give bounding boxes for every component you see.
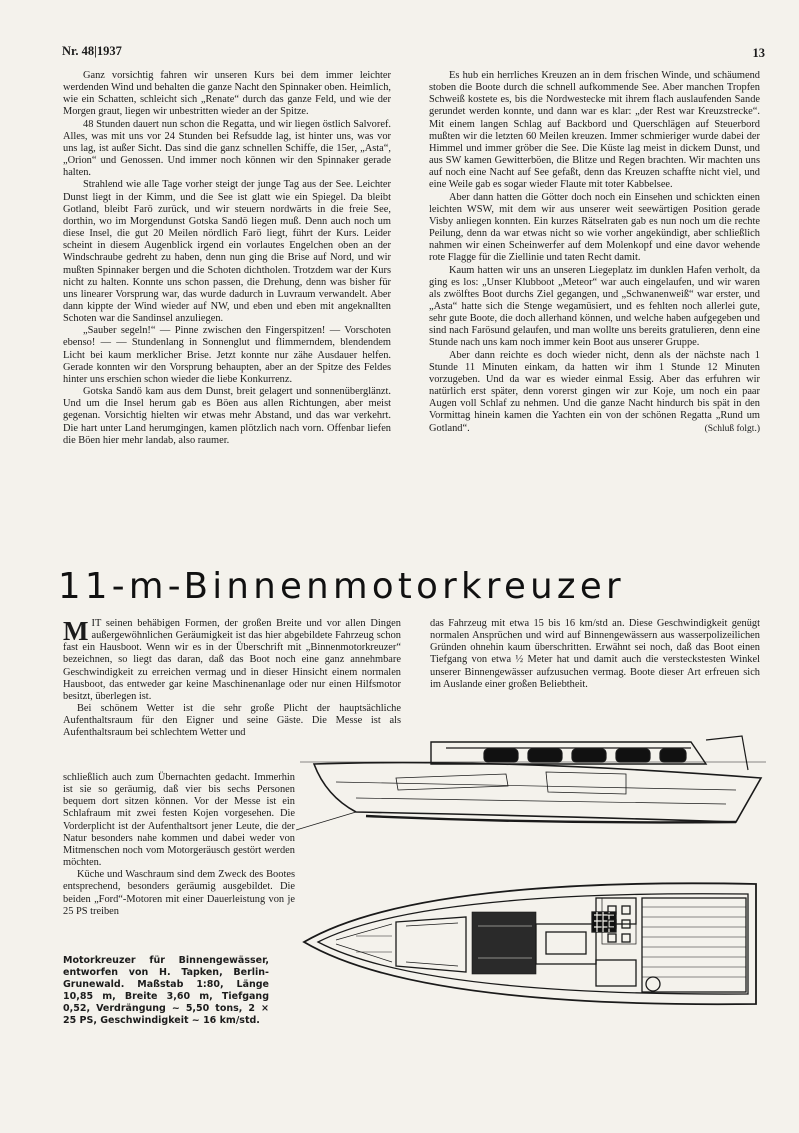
article-title: 11-m-Binnenmotorkreuzer — [58, 566, 625, 607]
paragraph: 48 Stunden dauert nun schon die Regatta, und wir liegen östlich Salvoref. Alles, was mit uns vor 24 Stunden bei Refsudde lag, ist hinter uns, was vor uns lag, ist außer Sicht. Das sind die ganz schnellen Schiffe, die 15er, „Asta“, „Orion“ und Genossen. Und immer noch können wir den Spinnaker gerade halten. — [63, 118, 391, 179]
page-number: 13 — [752, 46, 765, 60]
intro-text: IT seinen behäbigen Formen, der großen Breite und vor allen Dingen außergewöhnlichen Geräumigkeit ist das hier abgebildete Fahrzeug schon fast ein Hausboot. Wenn wir es in der Überschrift mit „Binnenmotorkreuzer“ bezeichnen, so liegt das daran, daß das Boot noch eine ganz annehmbare Geschwindigkeit zu erreichen vermag und in dieser Hinsicht einem normalen Hausboot, das entweder gar keine Maschinenanlage oder nur einen Hilfsmotor besitzt, überlegen ist. — [63, 618, 401, 702]
story-column-right — [429, 70, 760, 435]
article-right-column — [430, 618, 760, 691]
paragraph: Kaum hatten wir uns an unseren Liegeplatz im dunklen Hafen verholt, da ging es los: „Unser Klubboot „Meteor“ war auch eingelaufen, und wir waren als zwölftes Boot durchs Ziel gegangen, und „Schwanenweiß“ war erster, und „Asta“ hatte sich die Stenge wegamüsiert, und es fehlten noch allerlei gute, sehr gute Boote, die doch allerhand können, und welche haben aufgegeben und sind nach Farösund gelaufen, und man wollte uns bereits gratulieren, denn eine Stunde nach uns kam noch immer kein Boot aus unserer Gruppe. — [429, 264, 760, 349]
to-be-continued-note: (Schluß folgt.) — [704, 423, 760, 434]
issue-number: Nr. 48|1937 — [62, 44, 122, 58]
paragraph: Küche und Waschraum sind dem Zweck des Bootes entsprechend, besonders geräumig ausgebildet. Die beiden „Ford“-Motoren mit einer Dauerleistung von je 25 PS treiben — [63, 869, 295, 917]
story-column-left — [63, 70, 391, 447]
paragraph: Gotska Sandö kam aus dem Dunst, breit gelagert und sonnenüberglänzt. Und um die Insel herum gab es Böen aus allen Richtungen, aber meist gegenan. Vorsichtig hielten wir etwas mehr Abstand, und das war verkehrt. Die hart unter Land herumgingen, kamen plötzlich nach vorn. Offenbar liefen die Böen hier mehr landab, also raumer. — [63, 386, 391, 446]
deck-plan — [304, 883, 756, 1004]
boat-plan-drawing — [296, 712, 766, 1042]
drop-cap: M — [63, 616, 89, 646]
paragraph: Bei schönem Wetter ist die sehr große Plicht der hauptsächliche Aufenthaltsraum für den Eigner und seine Gäste. Die Messe ist als Aufenthaltsraum bei schlechtem Wetter und — [63, 703, 401, 739]
article-wrap-column — [63, 772, 295, 918]
paragraph: das Fahrzeug mit etwa 15 bis 16 km/std an. Diese Geschwindigkeit genügt normalen Ansprüchen und wird auf Binnengewässern aus wasserpolizeilichen Gründen ohnehin kaum überschritten. Erwähnt sei noch, daß das Boot einen Tiefgang von etwa ½ Meter hat und damit auch die versteckstesten Winkel unserer Binnengewässer aufzusuchen vermag. Boote dieser Art erfreuen sich im Auslande einer großen Beliebtheit. — [430, 618, 760, 690]
paragraph — [429, 350, 760, 435]
paragraph: Es hub ein herrliches Kreuzen an in dem frischen Winde, und schäumend stoben die Boote durch die schnell aufkommende See. Aber manchen Tropfen Schweiß kostete es, bis die Nordwestecke mit ihrem flach auslaufenden Sande gerundet werden konnte, und dann war es klar: „der Rest war Kreuzstrecke“. Mit einem langen Schlag auf Backbord und Querschlägen auf Steuerbord mußten wir die letzten 60 Meilen kreuzen. Immer schmieriger wurde dabei der Himmel und immer gröber die See. Die Küste lag meist in dickem Dunst, und aus SW kamen Gewitterböen, die Blitze und Regen brachten. Wir machten uns auf noch eine Nacht auf See gefaßt, denn das Kreuzen schaffte nicht viel, und eine Weile gab es sogar wieder Flaute mit toter Kabbelsee. — [429, 70, 760, 191]
paragraph: Ganz vorsichtig fahren wir unseren Kurs bei dem immer leichter werdenden Wind und behalten die ganze Nacht den Spinnaker oben. Heimlich, wie ein Schatten, schleicht sich „Renate“ durch das ganze Feld, und wie der Morgen graut, liegen wir unbestritten wieder an der Spitze. — [63, 70, 391, 118]
figure-caption: Motorkreuzer für Binnengewässer, entworfen von H. Tapken, Berlin-Grunewald. Maßstab 1:80, Länge 10,85 m, Breite 3,60 m, Tiefgang 0,52, Verdrängung ~ 5,50 tons, 2 × 25 PS, Geschwindigkeit ~ 16 km/std. — [63, 955, 269, 1026]
paragraph: Aber dann hatten die Götter doch noch ein Einsehen und schickten einen leichten WSW, mit dem wir aus unserer weit seewärtigen Position gerade Visby anliegen konnten. Ein kurzes Rätselraten gab es nun noch um die rechte Peilung, denn da war etwas nicht so wie vorher angekündigt, aber schließlich nahmen wir einen Scheinwerfer auf dem Molenkopf und eine davor wehende rote Flagge für die Ziellinie und taten Recht damit. — [429, 191, 760, 264]
side-elevation — [296, 736, 766, 830]
paragraph: Strahlend wie alle Tage vorher steigt der junge Tag aus der See. Leichter Dunst liegt in der Kimm, und die See ist glatt wie ein Spiegel. Da bleibt Gotland, bleibt Farö zurück, und wir steuern nordwärts in die freie See, dorthin, wo im Morgendunst Gotska Sandö liegen muß. Denn auch noch um diese Insel, die gut 20 Meilen nördlich Farö liegt, führt der Kurs. Leider scheint in diesem Augenblick irgend ein vorlautes Engelchen oben an der Windschraube gedreht zu haben, denn nun ging die Brise auf Nord, und wir mußten Spinnaker bergen und die Schoten dichtholen. Trotzdem war der Kurs nicht zu halten. Konnte uns schon passen, die Drehung, denn was bisher für uns linearer Vorsprung war, das wurde dadurch in Luvraum verwandelt. Aber dann kippte der Wind wieder auf NW, und eben und eben mit angeknallten Schoten war die Sandinsel anzuliegen. — [63, 179, 391, 325]
paragraph: „Sauber segeln!“ — Pinne zwischen den Fingerspitzen! — Vorschoten ebenso! — — Stundenlang in Sonnenglut und flimmerndem, blendendem Licht bei kaum merklicher Brise. Jetzt konnte nur zähe Ausdauer helfen. Gerade konnten wir den Vorsprung behaupten, aber an der Spitze des Feldes hinter uns erschien schon wieder die liebe Konkurrenz. — [63, 325, 391, 385]
paragraph: schließlich auch zum Übernachten gedacht. Immerhin ist sie so geräumig, daß vier bis sechs Personen bequem dort sitzen können. Vor der Messe ist ein Schlafraum mit zwei festen Kojen vorgesehen. Die Vorderplicht ist der Aufenthaltsort jener Leute, die der Natur besonders nahe kommen und dabei weder von Mitmenschen noch vom Motorgeräusch gestört werden möchten. — [63, 772, 295, 869]
paragraph-text: Aber dann reichte es doch wieder nicht, denn als der nächste nach 1 Stunde 11 Minuten einkam, da hatten wir ihm 1 Stunde 12 Minuten vorzugeben. Und da war es wieder einmal Essig. Aber das erfuhren wir natürlich erst später, denn vorerst gingen wir zur Koje, um noch ein paar Augen voll Schlaf zu nehmen. Und die ganze Nacht hindurch bis spät in den Vormittag hinein kamen die Yachten ein von der schönen Regatta „Rund um Gotland“. — [429, 349, 760, 434]
